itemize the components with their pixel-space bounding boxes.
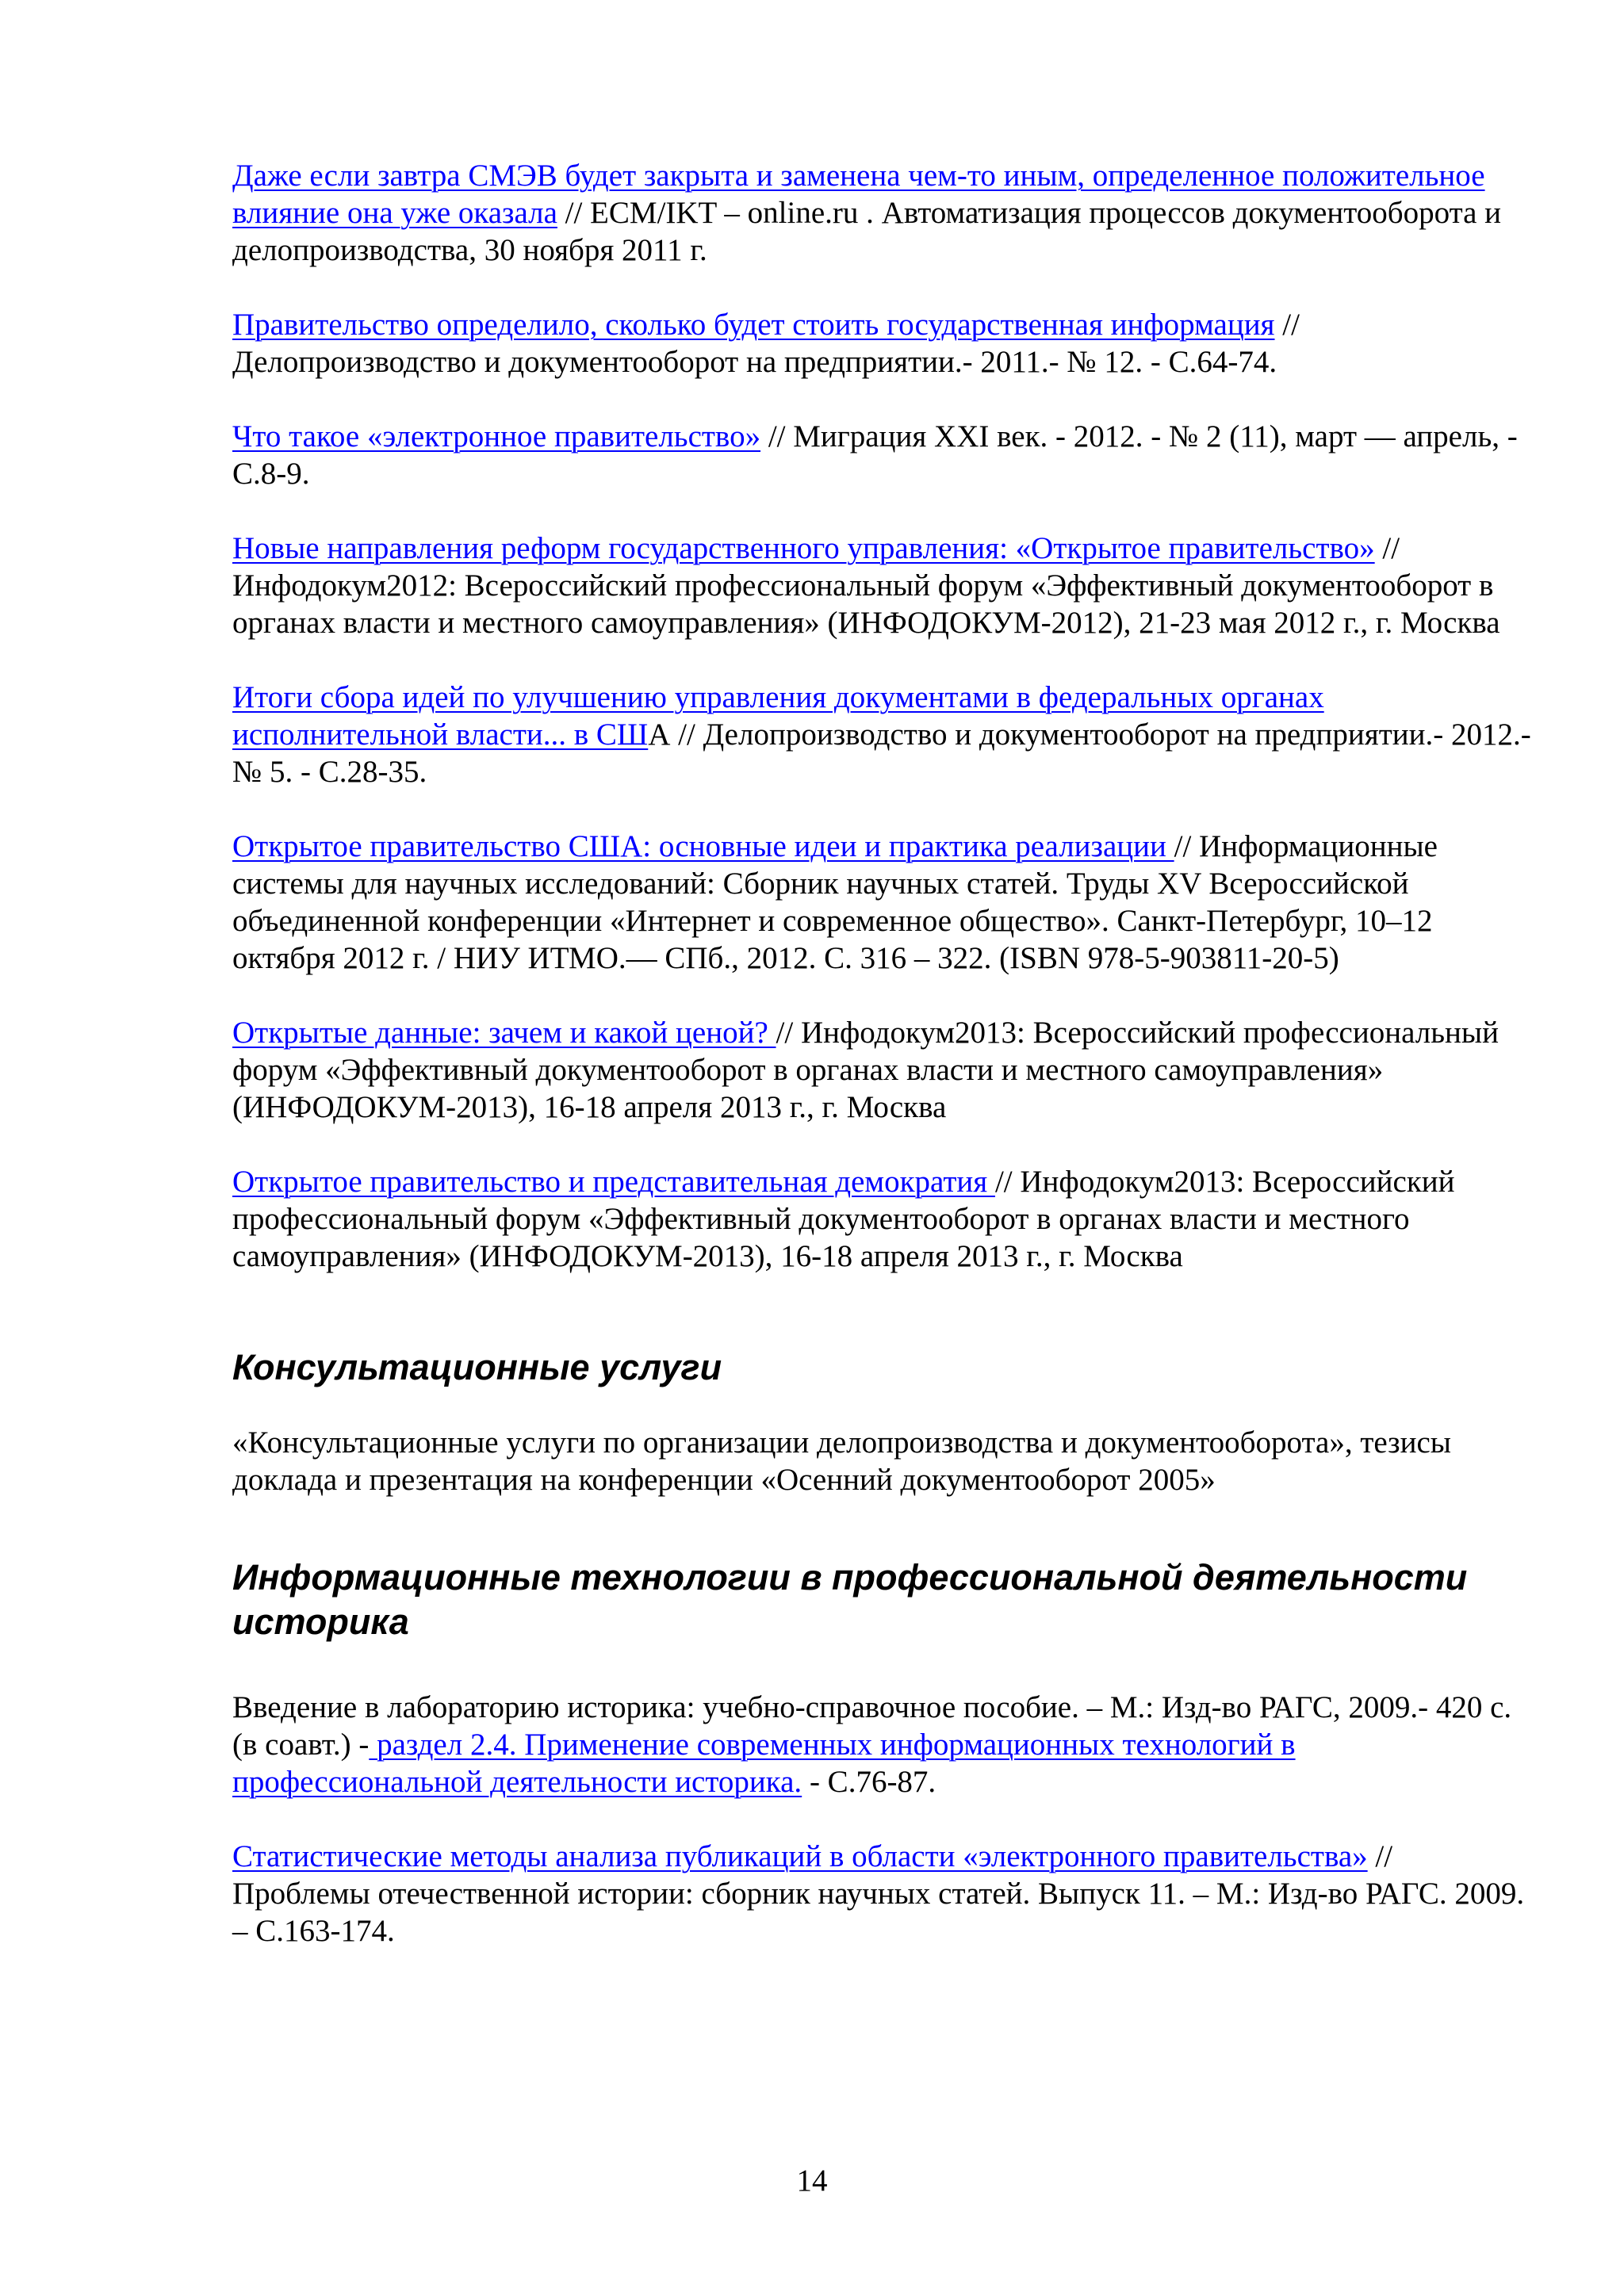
reference-details-5: А // Делопроизводство и документооборот на предприятии.- 2012.- № 5. - С.28-35. [232,718,1531,789]
reference-entry-3 [232,418,1533,492]
reference-entry-1 [232,157,1533,269]
reference-link-2[interactable]: Правительство определило, сколько будет стоить государственная информация [232,308,1275,342]
reference-link-6[interactable]: Открытое правительство США: основные идеи и практика реализации [232,829,1174,863]
consulting-paragraph: «Консультационные услуги по организации делопроизводства и документооборота», тезисы доклада и презентация на конференции «Осенний документооборот 2005» [232,1425,1451,1497]
page-number: 14 [796,2164,828,2198]
section-heading-it-history: Информационные технологии в профессиональной деятельности историка [232,1557,1468,1642]
reference-entry-4 [232,530,1533,641]
reference-link-8[interactable]: Открытое правительство и представительная демократия [232,1165,995,1199]
reference-entry-2 [232,306,1533,381]
section-heading-consulting: Консультационные услуги [232,1347,722,1387]
reference-entry-8 [232,1163,1533,1275]
it-history-entry-1-pages: - С.76-87. [802,1765,936,1799]
reference-details-1: // ECM/IKT – online.ru . Автоматизация процессов документооборота и делопроизводства, 30 ноября 2011 г. [232,196,1502,267]
it-history-entry-1-text: Введение в лабораторию историка: учебно-справочное пособие. – М.: Изд-во РАГС, 2009.- 420 с. (в соавт.) - [232,1690,1512,1762]
it-history-entry-2-text: // Проблемы отечественной истории: сборник научных статей. Выпуск 11. – М.: Изд-во РАГС. 2009. – С.163-174. [232,1839,1525,1948]
it-history-entry-1 [232,1689,1533,1800]
it-history-entry-2 [232,1838,1533,1950]
reference-entry-6 [232,828,1533,977]
page-content [232,157,1533,1987]
it-history-link-2[interactable]: Статистические методы анализа публикаций в области «электронного правительства» [232,1839,1368,1873]
reference-details-6: // Информационные системы для научных исследований: Сборник научных статей. Труды XV Всероссийской объединенной конференции «Интернет и современное общество». Санкт-Петербург, 10–12 октября 2012 г. / НИУ ИТМО.— СПб., 2012. С. 316 – 322. (ISBN 978-5-903811-20-5) [232,829,1438,975]
reference-link-5[interactable]: Итоги сбора идей по улучшению управления документами в федеральных органах исполнительной власти... в СШ [232,680,1324,752]
reference-entry-7 [232,1014,1533,1126]
reference-details-7: // Инфодокум2013: Всероссийский профессиональный форум «Эффективный документооборот в органах власти и местного самоуправления» (ИНФОДОКУМ-2013), 16-18 апреля 2013 г., г. Москва [232,1016,1499,1124]
reference-details-2: // Делопроизводство и документооборот на предприятии.- 2011.- № 12. - С.64-74. [232,308,1300,379]
reference-details-4: // Инфодокум2012: Всероссийский профессиональный форум «Эффективный документооборот в органах власти и местного самоуправления» (ИНФОДОКУМ-2012), 21-23 мая 2012 г., г. Москва [232,531,1500,640]
reference-entry-5 [232,679,1533,790]
reference-details-3: // Миграция XXI век. - 2012. - № 2 (11), март — апрель, - С.8-9. [232,419,1518,491]
reference-link-7[interactable]: Открытые данные: зачем и какой ценой? [232,1016,776,1050]
it-history-link-1[interactable]: раздел 2.4. Применение современных информационных технологий в профессиональной деятельности историка. [232,1728,1296,1799]
reference-details-8: // Инфодокум2013: Всероссийский профессиональный форум «Эффективный документооборот в органах власти и местного самоуправления» (ИНФОДОКУМ-2013), 16-18 апреля 2013 г., г. Москва [232,1165,1455,1273]
reference-link-3[interactable]: Что такое «электронное правительство» [232,419,761,453]
reference-link-1[interactable]: Даже если завтра СМЭВ будет закрыта и заменена чем-то иным, определенное положительное влияние она уже оказала [232,159,1485,230]
reference-link-4[interactable]: Новые направления реформ государственного управления: «Открытое правительство» [232,531,1375,565]
